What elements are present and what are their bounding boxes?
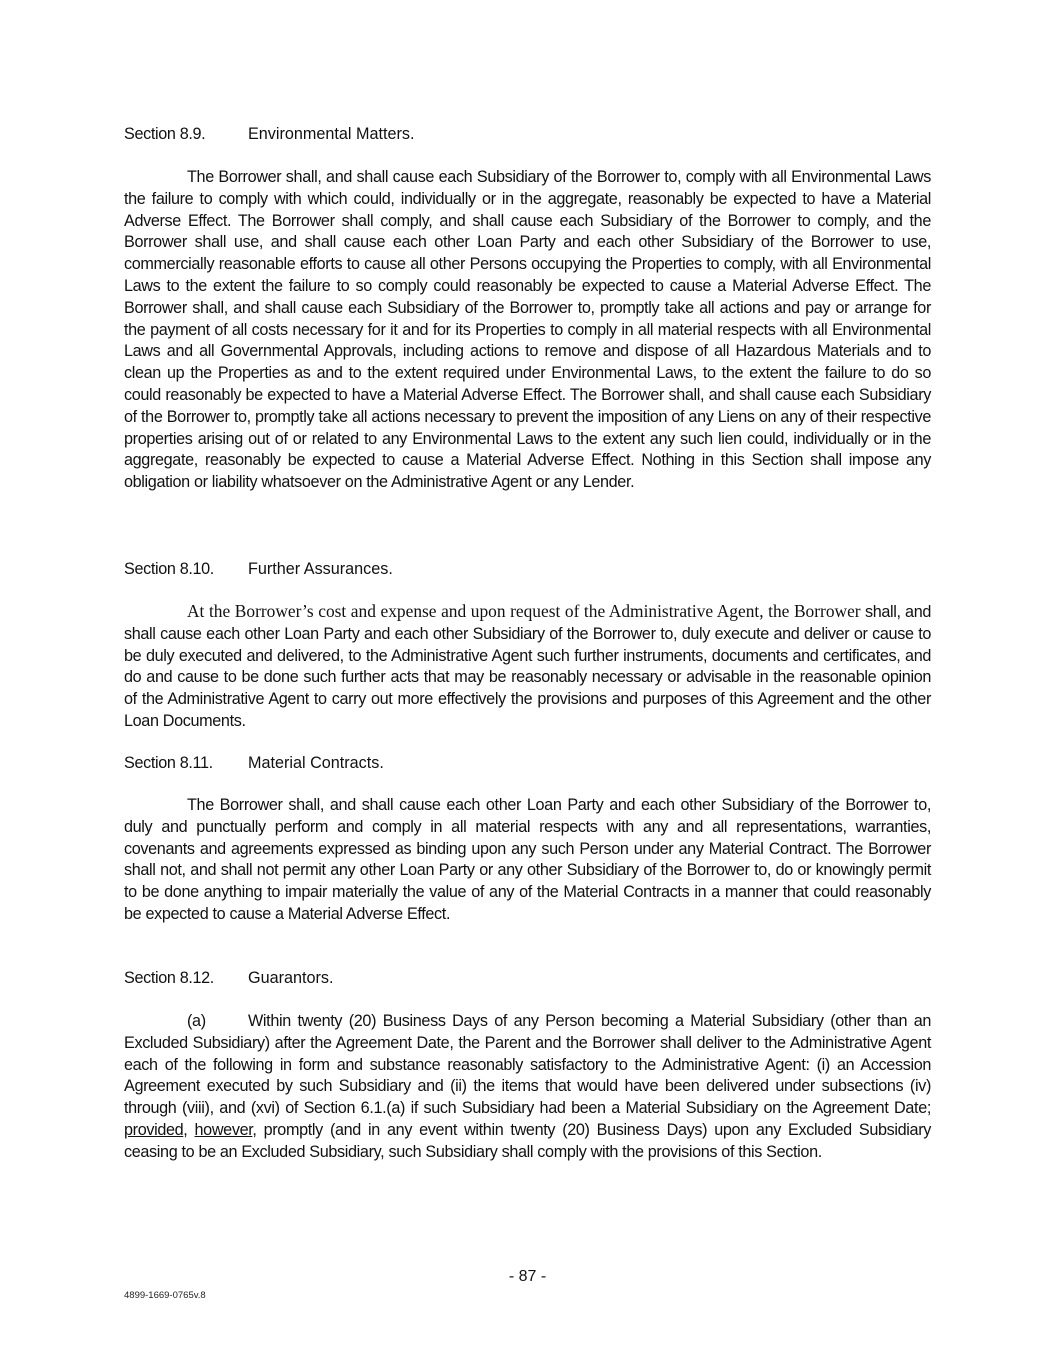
section-8-9-body xyxy=(124,167,931,494)
section-number: Section 8.11. xyxy=(124,754,213,772)
paragraph-lead: At the Borrower’s cost and expense and upon request of the Administrative Agent, the Borrower xyxy=(187,601,861,621)
section-paragraph: The Borrower shall, and shall cause each Subsidiary of the Borrower to, comply with all Environmental Laws the failure to comply with which could, individually or in the aggregate, reasonably be expected to have a Material Adverse Effect. The Borrower shall comply, and shall cause each Subsidiary of the Borrower to comply, and the Borrower shall use, and shall cause each other Loan Party and each other Subsidiary of the Borrower to use, commercially reasonable efforts to cause all other Persons occupying the Properties to comply, with all Environmental Laws to the extent the failure to so comply could reasonably be expected to cause a Material Adverse Effect. The Borrower shall, and shall cause each Subsidiary of the Borrower to, promptly take all actions and pay or arrange for the payment of all costs necessary for it and for its Properties to comply in all material respects with all Environmental Laws and all Governmental Approvals, including actions to remove and dispose of all Hazardous Materials and to clean up the Properties as and to the extent required under Environmental Laws, to the extent the failure to do so could reasonably be expected to have a Material Adverse Effect. The Borrower shall, and shall cause each Subsidiary of the Borrower to, promptly take all actions necessary to prevent the imposition of any Liens on any of their respective properties arising out of or related to any Environmental Laws to the extent any such lien could, individually or in the aggregate, reasonably be expected to cause a Material Adverse Effect. Nothing in this Section shall impose any obligation or liability whatsoever on the Administrative Agent or any Lender. xyxy=(124,168,931,492)
document-id: 4899-1669-0765v.8 xyxy=(124,1290,206,1301)
section-8-12 xyxy=(124,968,931,990)
section-title: Guarantors. xyxy=(248,969,334,987)
section-heading xyxy=(124,968,931,990)
section-8-11 xyxy=(124,753,931,775)
underlined-provided: provided xyxy=(124,1120,184,1139)
section-number: Section 8.12. xyxy=(124,969,214,987)
section-number: Section 8.10. xyxy=(124,560,214,578)
section-title: Material Contracts. xyxy=(248,754,384,772)
section-8-11-body xyxy=(124,795,931,926)
section-paragraph: The Borrower shall, and shall cause each other Loan Party and each other Subsidiary of the Borrower to, duly and punctually perform and comply in all material respects with any and all representations, warranties, covenants and agreements expressed as binding upon any such Person under any Material Contract. The Borrower shall not, and shall not permit any other Loan Party or any other Subsidiary of the Borrower to, do or knowingly permit to be done anything to impair materially the value of any of the Material Contracts in a manner that could reasonably be expected to cause a Material Adverse Effect. xyxy=(124,796,931,923)
paragraph-part2: , promptly (and in any event within twenty (20) Business Days) upon any Excluded Subsidiary ceasing to be an Excluded Subsidiary, such Subsidiary shall comply with the provisions of this Section. xyxy=(124,1120,931,1161)
section-8-9 xyxy=(124,124,931,146)
paragraph-part1: Within twenty (20) Business Days of any Person becoming a Material Subsidiary (other than an Excluded Subsidiary) after the Agreement Date, the Parent and the Borrower shall deliver to the Administrative Agent each of the following in form and substance reasonably satisfactory to the Administrative Agent: (i) an Accession Agreement executed by such Subsidiary and (ii) the items that would have been delivered under subsections (iv) through (viii), and (xvi) of Section 6.1.(a) if such Subsidiary had been a Material Subsidiary on the Agreement Date; xyxy=(124,1012,931,1118)
page-number: - 87 - xyxy=(508,1268,547,1285)
section-title: Further Assurances. xyxy=(248,560,393,578)
section-8-10-body xyxy=(124,601,931,733)
underlined-however: however xyxy=(194,1120,253,1139)
section-8-10 xyxy=(124,559,931,581)
section-heading xyxy=(124,559,931,581)
section-paragraph xyxy=(124,1011,931,1164)
section-number: Section 8.9. xyxy=(124,125,206,143)
item-label: (a) xyxy=(187,1012,206,1030)
section-8-12-body xyxy=(124,1011,931,1164)
section-heading xyxy=(124,124,931,146)
separator: , xyxy=(183,1120,195,1139)
paragraph-rest: shall, and shall cause each other Loan Party and each other Subsidiary of the Borrower to, duly execute and deliver or cause to be duly executed and delivered, to the Administrative Agent such further instruments, documents and certificates, and do and cause to be done such further acts that may be reasonably necessary or advisable in the reasonable opinion of the Administrative Agent to carry out more effectively the provisions and purposes of this Agreement and the other Loan Documents. xyxy=(124,603,931,730)
section-paragraph xyxy=(124,601,931,733)
section-heading xyxy=(124,753,931,775)
section-title: Environmental Matters. xyxy=(248,125,415,143)
